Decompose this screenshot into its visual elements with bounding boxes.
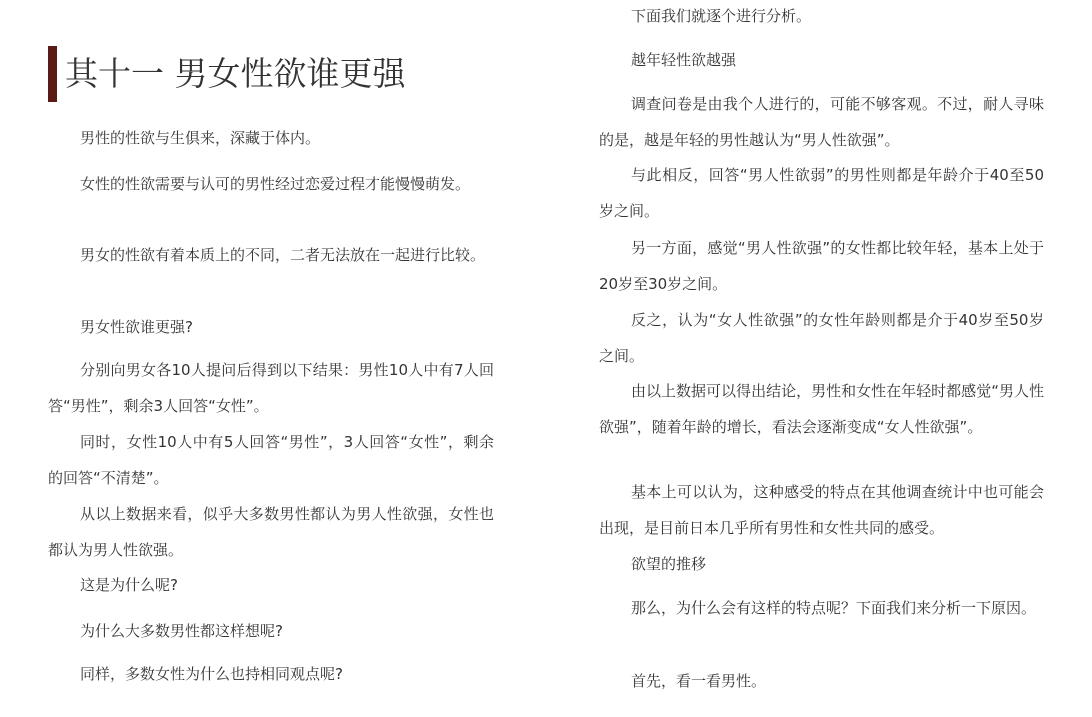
paragraph: 反之，认为“女人性欲强”的女性年龄则都是介于40岁至50岁之间。 bbox=[599, 311, 1044, 365]
chapter-title bbox=[48, 46, 406, 102]
paragraph: 首先，看一看男性。 bbox=[631, 672, 767, 690]
paragraph: 男性的性欲与生俱来，深藏于体内。 bbox=[80, 129, 321, 147]
paragraph: 从以上数据来看，似乎大多数男性都认为男人性欲强，女性也都认为男人性欲强。 bbox=[48, 505, 494, 559]
paragraph: 男女的性欲有着本质上的不同，二者无法放在一起进行比较。 bbox=[80, 246, 486, 264]
paragraph: 同样，多数女性为什么也持相同观点呢? bbox=[80, 665, 343, 683]
subheading: 越年轻性欲越强 bbox=[631, 51, 737, 69]
paragraph: 同时，女性10人中有5人回答“男性”，3人回答“女性”，剩余的回答“不清楚”。 bbox=[48, 433, 494, 487]
paragraph: 那么，为什么会有这样的特点呢？下面我们来分析一下原因。 bbox=[631, 599, 1037, 617]
paragraph: 分别向男女各10人提问后得到以下结果：男性10人中有7人回答“男性”，剩余3人回答“女性”。 bbox=[48, 361, 494, 415]
paragraph: 这是为什么呢? bbox=[80, 576, 178, 594]
paragraph: 女性的性欲需要与认可的男性经过恋爱过程才能慢慢萌发。 bbox=[80, 175, 471, 193]
page-title: 其十一 男女性欲谁更强 bbox=[65, 54, 406, 93]
paragraph: 调查问卷是由我个人进行的，可能不够客观。不过，耐人寻味的是，越是年轻的男性越认为“男人性欲强”。 bbox=[599, 95, 1044, 149]
subheading: 欲望的推移 bbox=[631, 555, 707, 573]
paragraph: 为什么大多数男性都这样想呢? bbox=[80, 622, 283, 640]
paragraph: 与此相反，回答“男人性欲弱”的男性则都是年龄介于40至50岁之间。 bbox=[599, 166, 1044, 220]
paragraph: 另一方面，感觉“男人性欲强”的女性都比较年轻，基本上处于20岁至30岁之间。 bbox=[599, 239, 1044, 293]
paragraph: 基本上可以认为，这种感受的特点在其他调查统计中也可能会出现，是目前日本几乎所有男性和女性共同的感受。 bbox=[599, 483, 1044, 537]
paragraph: 下面我们就逐个进行分析。 bbox=[631, 7, 812, 25]
title-accent-bar bbox=[48, 46, 57, 102]
paragraph: 由以上数据可以得出结论，男性和女性在年轻时都感觉“男人性欲强”，随着年龄的增长，看法会逐渐变成“女人性欲强”。 bbox=[599, 382, 1044, 436]
paragraph: 男女性欲谁更强? bbox=[80, 318, 193, 336]
